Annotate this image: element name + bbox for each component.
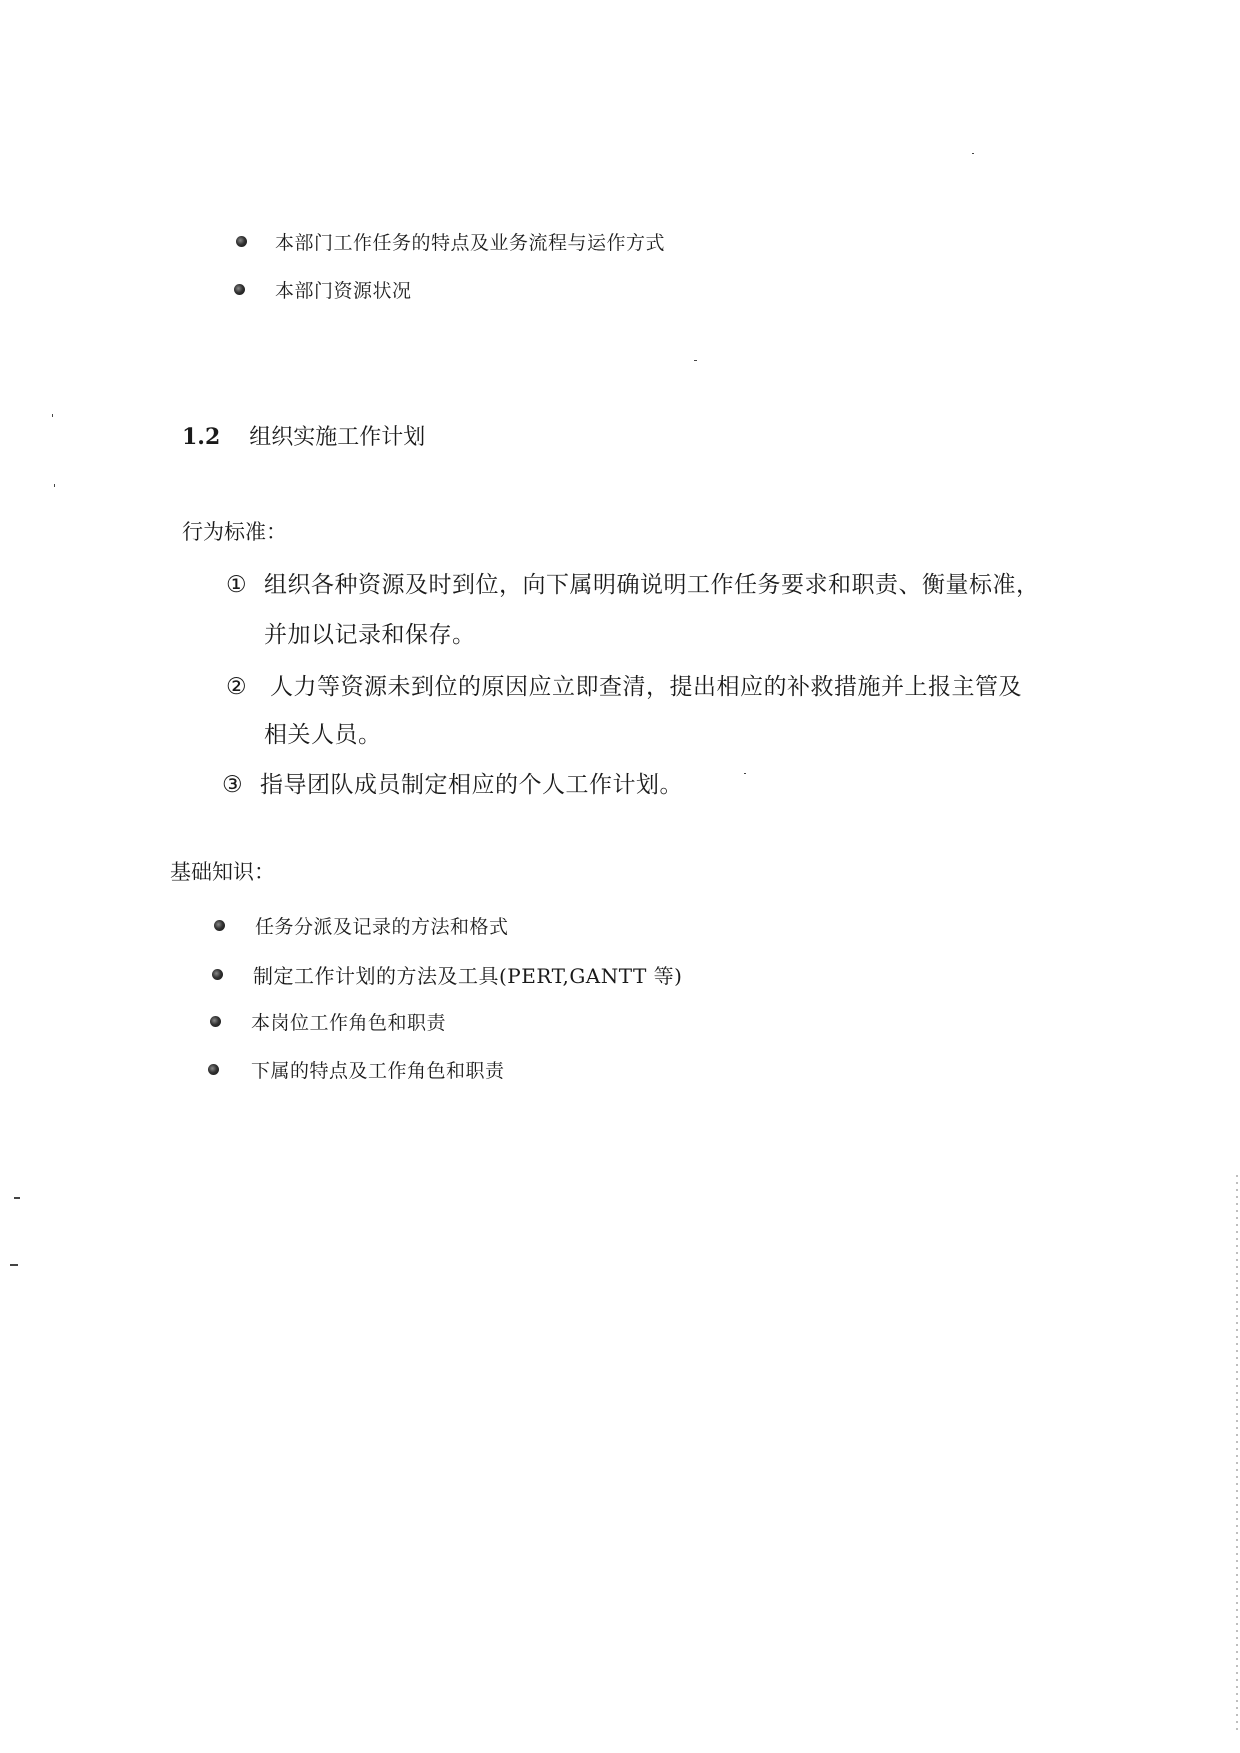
list-item-text: 下属的特点及工作角色和职责 xyxy=(251,1060,505,1082)
list-item xyxy=(234,276,412,303)
list-item-text: 本部门资源状况 xyxy=(275,280,412,302)
section-title: 组织实施工作计划 xyxy=(249,425,426,450)
item-marker: ① xyxy=(226,572,248,598)
bullet-icon xyxy=(210,1016,221,1027)
bullet-icon xyxy=(236,236,247,247)
list-item-text: 本岗位工作角色和职责 xyxy=(251,1012,447,1034)
standard-item-text: 组织各种资源及时到位，向下属明确说明工作任务要求和职责、衡量标准， xyxy=(264,572,1040,598)
list-item xyxy=(210,1008,446,1035)
scan-speck xyxy=(52,414,53,417)
list-item xyxy=(214,912,509,939)
list-item xyxy=(236,228,665,255)
item-marker: ③ xyxy=(222,772,244,798)
scan-speck xyxy=(694,360,697,361)
scan-speck xyxy=(972,153,974,154)
bullet-icon xyxy=(214,920,225,931)
standard-item-continuation: 相关人员。 xyxy=(264,722,382,748)
list-item-text: 本部门工作任务的特点及业务流程与运作方式 xyxy=(275,232,666,254)
standard-item-continuation: 并加以记录和保存。 xyxy=(264,622,476,648)
standard-item xyxy=(222,766,683,799)
bullet-icon xyxy=(234,284,245,295)
section-number: 1.2 xyxy=(182,424,221,450)
basic-knowledge-label: 基础知识： xyxy=(170,860,275,884)
list-item-text: 任务分派及记录的方法和格式 xyxy=(255,916,509,938)
bullet-icon xyxy=(208,1064,219,1075)
scan-speck xyxy=(10,1264,18,1266)
scan-speck xyxy=(744,773,746,774)
bullet-icon xyxy=(212,969,223,980)
scan-speck xyxy=(14,1197,20,1199)
item-marker: ② xyxy=(226,674,248,700)
scan-speck xyxy=(54,484,55,487)
standard-item xyxy=(226,566,1040,599)
list-item xyxy=(208,1056,505,1083)
behavior-standard-label: 行为标准： xyxy=(182,520,287,544)
list-item-text: 制定工作计划的方法及工具(PERT,GANTT 等) xyxy=(253,964,683,988)
standard-item-text: 指导团队成员制定相应的个人工作计划。 xyxy=(260,772,683,798)
list-item xyxy=(212,960,682,989)
standard-item-text: 人力等资源未到位的原因应立即查清，提出相应的补救措施并上报主管及 xyxy=(270,674,1022,700)
standard-item xyxy=(226,668,1022,701)
scan-edge-noise xyxy=(1236,1175,1238,1735)
section-heading xyxy=(182,420,425,451)
